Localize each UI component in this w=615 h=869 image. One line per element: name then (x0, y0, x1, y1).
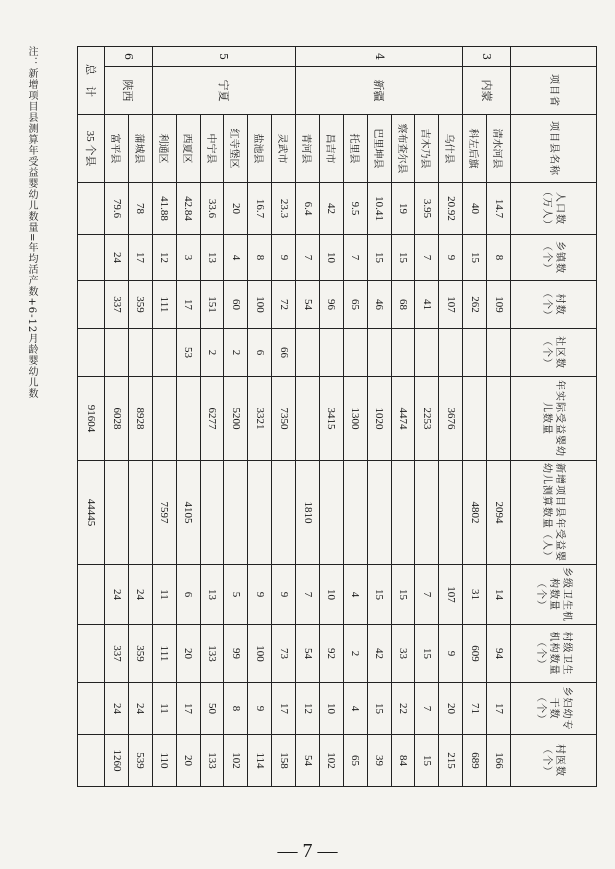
communities-cell (439, 329, 463, 377)
table-row (343, 47, 367, 787)
village-clinics-cell: 337 (105, 625, 129, 683)
village-clinics-cell: 42 (367, 625, 391, 683)
village-clinics-cell: 133 (200, 625, 224, 683)
communities-cell: 2 (224, 329, 248, 377)
villages-cell: 17 (176, 281, 200, 329)
towns-cell: 3 (176, 235, 200, 281)
population-cell: 42 (320, 183, 344, 235)
new-infants-cell (391, 461, 415, 565)
table-row (176, 47, 200, 787)
villages-cell: 65 (343, 281, 367, 329)
communities-cell: 2 (200, 329, 224, 377)
total-empty (78, 281, 105, 329)
county-cell: 托里县 (343, 115, 367, 183)
total-empty (78, 329, 105, 377)
communities-cell (463, 329, 487, 377)
mch-staff-cell: 12 (296, 683, 320, 735)
doctors-cell: 84 (391, 735, 415, 787)
doctors-cell: 158 (272, 735, 296, 787)
communities-cell (152, 329, 176, 377)
town-clinics-cell: 11 (152, 565, 176, 625)
towns-cell: 24 (105, 235, 129, 281)
village-clinics-cell: 359 (129, 625, 153, 683)
communities-cell: 66 (272, 329, 296, 377)
total-empty (78, 183, 105, 235)
communities-cell (367, 329, 391, 377)
total-empty (78, 565, 105, 625)
total-county-count: 35 个县 (78, 115, 105, 183)
infants-cell: 3676 (439, 377, 463, 461)
villages-cell: 96 (320, 281, 344, 329)
town-clinics-cell: 9 (248, 565, 272, 625)
mch-staff-cell: 20 (439, 683, 463, 735)
doctors-cell: 54 (296, 735, 320, 787)
mch-staff-cell: 22 (391, 683, 415, 735)
towns-cell: 10 (320, 235, 344, 281)
villages-cell: 68 (391, 281, 415, 329)
page-number: — 7 — (277, 840, 338, 862)
population-cell: 6.4 (296, 183, 320, 235)
mch-staff-cell: 15 (367, 683, 391, 735)
county-cell: 西夏区 (176, 115, 200, 183)
county-cell: 富平县 (105, 115, 129, 183)
province-cell: 陕西 (105, 67, 153, 115)
table-row (152, 47, 176, 787)
county-cell: 中宁县 (200, 115, 224, 183)
footnote: 注：新增项目县测算年受益婴幼儿数量=年均活产数+6-12月龄婴幼儿数 (26, 46, 37, 400)
new-infants-cell (320, 461, 344, 565)
table-row (367, 47, 391, 787)
infants-cell: 2253 (415, 377, 439, 461)
header-province: 项目省 (511, 67, 597, 115)
town-clinics-cell: 9 (272, 565, 296, 625)
town-clinics-cell: 24 (129, 565, 153, 625)
population-cell: 33.6 (200, 183, 224, 235)
communities-cell (391, 329, 415, 377)
mch-staff-cell: 71 (463, 683, 487, 735)
mch-staff-cell: 8 (224, 683, 248, 735)
population-cell: 40 (463, 183, 487, 235)
infants-cell: 5200 (224, 377, 248, 461)
infants-cell: 6277 (200, 377, 224, 461)
row-index: 5 (152, 47, 295, 67)
villages-cell: 41 (415, 281, 439, 329)
towns-cell: 15 (391, 235, 415, 281)
communities-cell (296, 329, 320, 377)
doctors-cell: 166 (487, 735, 511, 787)
population-cell: 79.6 (105, 183, 129, 235)
total-empty (78, 735, 105, 787)
new-infants-cell (272, 461, 296, 565)
doctors-cell: 1260 (105, 735, 129, 787)
doctors-cell: 102 (224, 735, 248, 787)
table-row (415, 47, 439, 787)
towns-cell: 7 (296, 235, 320, 281)
mch-staff-cell: 17 (176, 683, 200, 735)
town-clinics-cell: 4 (343, 565, 367, 625)
communities-cell (129, 329, 153, 377)
table-row (487, 47, 511, 787)
population-cell: 19 (391, 183, 415, 235)
header-villages: 村数（个） (511, 281, 597, 329)
county-cell: 巴里坤县 (367, 115, 391, 183)
town-clinics-cell: 7 (296, 565, 320, 625)
population-cell: 3.95 (415, 183, 439, 235)
new-infants-cell (248, 461, 272, 565)
county-cell: 蒲城县 (129, 115, 153, 183)
communities-cell (343, 329, 367, 377)
province-cell: 新疆 (296, 67, 463, 115)
total-infants: 91604 (78, 377, 105, 461)
communities-cell (320, 329, 344, 377)
county-cell: 察布查尔县 (391, 115, 415, 183)
towns-cell: 12 (152, 235, 176, 281)
village-clinics-cell: 92 (320, 625, 344, 683)
villages-cell: 100 (248, 281, 272, 329)
header-row (511, 47, 597, 787)
villages-cell: 107 (439, 281, 463, 329)
communities-cell (415, 329, 439, 377)
infants-cell: 7350 (272, 377, 296, 461)
new-infants-cell (105, 461, 129, 565)
new-infants-cell: 2094 (487, 461, 511, 565)
table-row (463, 47, 487, 787)
doctors-cell: 689 (463, 735, 487, 787)
infants-cell: 1020 (367, 377, 391, 461)
mch-staff-cell: 4 (343, 683, 367, 735)
infants-cell: 4474 (391, 377, 415, 461)
table-row (224, 47, 248, 787)
table-row (272, 47, 296, 787)
villages-cell: 262 (463, 281, 487, 329)
doctors-cell: 539 (129, 735, 153, 787)
doctors-cell: 65 (343, 735, 367, 787)
total-label: 总 计 (78, 47, 105, 115)
population-cell: 20 (224, 183, 248, 235)
county-cell: 乌什县 (439, 115, 463, 183)
infants-cell (463, 377, 487, 461)
county-cell: 青河县 (296, 115, 320, 183)
province-cell: 内蒙 (463, 67, 511, 115)
total-new-infants: 44445 (78, 461, 105, 565)
village-clinics-cell: 609 (463, 625, 487, 683)
population-cell: 23.3 (272, 183, 296, 235)
village-clinics-cell: 100 (248, 625, 272, 683)
mch-staff-cell: 24 (129, 683, 153, 735)
header-mch-staff: 乡妇幼专干数（个） (511, 683, 597, 735)
villages-cell: 359 (129, 281, 153, 329)
towns-cell: 15 (367, 235, 391, 281)
row-index: 6 (105, 47, 153, 67)
table-row (391, 47, 415, 787)
population-cell: 16.7 (248, 183, 272, 235)
new-infants-cell (129, 461, 153, 565)
county-cell: 科左后旗 (463, 115, 487, 183)
county-cell: 灵武市 (272, 115, 296, 183)
header-new-infants: 新增项目县年受益婴幼儿测算数量（人） (511, 461, 597, 565)
village-clinics-cell: 9 (439, 625, 463, 683)
towns-cell: 9 (439, 235, 463, 281)
province-cell: 宁夏 (152, 67, 295, 115)
rotated-table-wrapper (77, 46, 597, 786)
infants-cell (487, 377, 511, 461)
town-clinics-cell: 10 (320, 565, 344, 625)
mch-staff-cell: 9 (248, 683, 272, 735)
town-clinics-cell: 107 (439, 565, 463, 625)
village-clinics-cell: 54 (296, 625, 320, 683)
towns-cell: 4 (224, 235, 248, 281)
population-cell: 78 (129, 183, 153, 235)
doctors-cell: 15 (415, 735, 439, 787)
table-row (320, 47, 344, 787)
towns-cell: 13 (200, 235, 224, 281)
header-town-clinics: 乡级卫生机构数量（个） (511, 565, 597, 625)
villages-cell: 151 (200, 281, 224, 329)
mch-staff-cell: 17 (487, 683, 511, 735)
total-row (78, 47, 105, 787)
population-cell: 14.7 (487, 183, 511, 235)
total-empty (78, 235, 105, 281)
infants-cell (176, 377, 200, 461)
town-clinics-cell: 5 (224, 565, 248, 625)
county-cell: 利通区 (152, 115, 176, 183)
new-infants-cell: 4105 (176, 461, 200, 565)
village-clinics-cell: 94 (487, 625, 511, 683)
header-population: 人口数（万人） (511, 183, 597, 235)
town-clinics-cell: 15 (391, 565, 415, 625)
table-row (296, 47, 320, 787)
towns-cell: 7 (415, 235, 439, 281)
header-village-clinics: 村级卫生机构数量（个） (511, 625, 597, 683)
doctors-cell: 110 (152, 735, 176, 787)
new-infants-cell (367, 461, 391, 565)
table-row (105, 47, 129, 787)
doctors-cell: 114 (248, 735, 272, 787)
county-cell: 清水河县 (487, 115, 511, 183)
population-cell: 10.41 (367, 183, 391, 235)
infants-cell: 1300 (343, 377, 367, 461)
header-towns: 乡镇数（个） (511, 235, 597, 281)
mch-staff-cell: 11 (152, 683, 176, 735)
communities-cell: 53 (176, 329, 200, 377)
new-infants-cell (343, 461, 367, 565)
village-clinics-cell: 73 (272, 625, 296, 683)
table-row (248, 47, 272, 787)
county-cell: 盐池县 (248, 115, 272, 183)
infants-cell: 3321 (248, 377, 272, 461)
row-index: 3 (463, 47, 511, 67)
county-cell: 昌吉市 (320, 115, 344, 183)
communities-cell: 6 (248, 329, 272, 377)
infants-cell: 3415 (320, 377, 344, 461)
villages-cell: 60 (224, 281, 248, 329)
town-clinics-cell: 15 (367, 565, 391, 625)
towns-cell: 17 (129, 235, 153, 281)
village-clinics-cell: 20 (176, 625, 200, 683)
villages-cell: 111 (152, 281, 176, 329)
towns-cell: 8 (248, 235, 272, 281)
doctors-cell: 39 (367, 735, 391, 787)
infants-cell: 6028 (105, 377, 129, 461)
villages-cell: 54 (296, 281, 320, 329)
towns-cell: 9 (272, 235, 296, 281)
infants-cell (296, 377, 320, 461)
county-cell: 吉木乃县 (415, 115, 439, 183)
doctors-cell: 20 (176, 735, 200, 787)
new-infants-cell (224, 461, 248, 565)
project-county-table (77, 46, 597, 787)
villages-cell: 46 (367, 281, 391, 329)
population-cell: 42.84 (176, 183, 200, 235)
table-row (200, 47, 224, 787)
doctors-cell: 102 (320, 735, 344, 787)
total-empty (78, 625, 105, 683)
village-clinics-cell: 33 (391, 625, 415, 683)
communities-cell (487, 329, 511, 377)
row-index: 4 (296, 47, 463, 67)
village-clinics-cell: 111 (152, 625, 176, 683)
county-cell: 红寺堡区 (224, 115, 248, 183)
villages-cell: 72 (272, 281, 296, 329)
header-doctors: 村医数（个） (511, 735, 597, 787)
header-infants: 年实际受益婴幼儿数量 (511, 377, 597, 461)
new-infants-cell: 7597 (152, 461, 176, 565)
mch-staff-cell: 10 (320, 683, 344, 735)
new-infants-cell (415, 461, 439, 565)
header-county: 项目县名称 (511, 115, 597, 183)
header-index (511, 47, 597, 67)
town-clinics-cell: 24 (105, 565, 129, 625)
infants-cell (152, 377, 176, 461)
doctors-cell: 215 (439, 735, 463, 787)
town-clinics-cell: 31 (463, 565, 487, 625)
doctors-cell: 133 (200, 735, 224, 787)
population-cell: 9.5 (343, 183, 367, 235)
communities-cell (105, 329, 129, 377)
town-clinics-cell: 13 (200, 565, 224, 625)
towns-cell: 15 (463, 235, 487, 281)
total-empty (78, 683, 105, 735)
header-communities: 社区数（个） (511, 329, 597, 377)
mch-staff-cell: 24 (105, 683, 129, 735)
infants-cell: 8928 (129, 377, 153, 461)
village-clinics-cell: 99 (224, 625, 248, 683)
mch-staff-cell: 17 (272, 683, 296, 735)
town-clinics-cell: 6 (176, 565, 200, 625)
mch-staff-cell: 7 (415, 683, 439, 735)
mch-staff-cell: 50 (200, 683, 224, 735)
village-clinics-cell: 15 (415, 625, 439, 683)
population-cell: 41.88 (152, 183, 176, 235)
villages-cell: 109 (487, 281, 511, 329)
new-infants-cell: 1810 (296, 461, 320, 565)
towns-cell: 8 (487, 235, 511, 281)
table-row (439, 47, 463, 787)
town-clinics-cell: 7 (415, 565, 439, 625)
villages-cell: 337 (105, 281, 129, 329)
towns-cell: 7 (343, 235, 367, 281)
population-cell: 20.92 (439, 183, 463, 235)
new-infants-cell (200, 461, 224, 565)
town-clinics-cell: 14 (487, 565, 511, 625)
table-body (78, 47, 511, 787)
table-row (129, 47, 153, 787)
village-clinics-cell: 2 (343, 625, 367, 683)
new-infants-cell (439, 461, 463, 565)
new-infants-cell: 4802 (463, 461, 487, 565)
